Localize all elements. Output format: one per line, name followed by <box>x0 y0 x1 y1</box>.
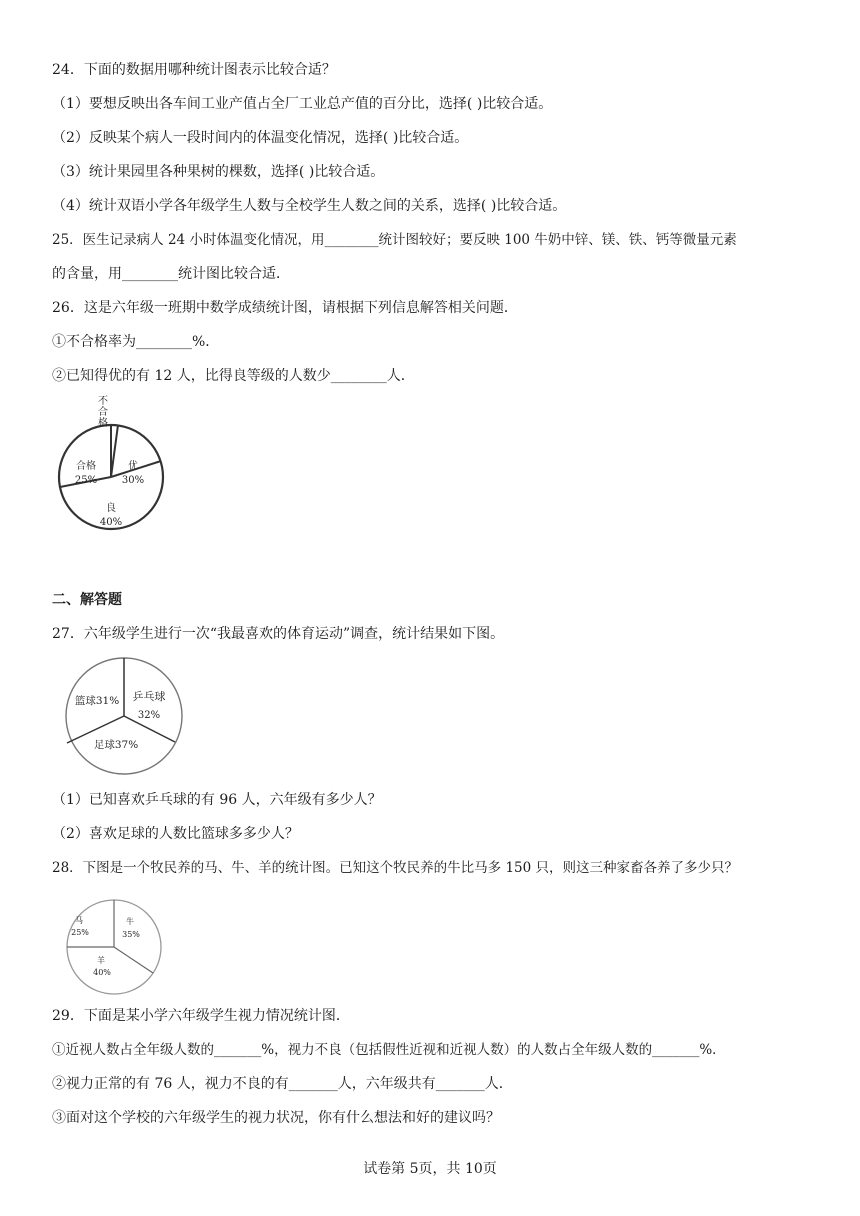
q25-line-1: 25．医生记录病人 24 小时体温变化情况，用________统计图较好；要反映 100 牛奶中锌、镁、铁、钙等微量元素 <box>52 232 737 248</box>
q27-item-2: （2）喜欢足球的人数比篮球多多少人？ <box>52 826 299 842</box>
slice-label-fair-value: 40% <box>99 517 123 528</box>
slice-label-good-value: 30% <box>121 475 145 486</box>
q29-title: 29．下面是某小学六年级学生视力情况统计图． <box>52 1008 350 1024</box>
slice-label-cattle-value: 35% <box>122 930 140 939</box>
livestock-pie-chart <box>58 898 170 998</box>
section-heading: 二、解答题 <box>52 592 122 608</box>
slice-label-pingpong-name: 乒乓球 <box>132 690 166 703</box>
q26-item-2: ②已知得优的有 12 人，比得良等级的人数少________人． <box>52 368 415 384</box>
slice-label-sheep-name: 羊 <box>97 956 105 965</box>
q24-item-1: （1）要想反映出各车间工业产值占全厂工业总产值的百分比，选择( )比较合适。 <box>52 96 553 112</box>
slice-label-horse-value: 25% <box>71 928 89 937</box>
slice-label-fail-2: 合 <box>98 407 108 418</box>
slice-divider-fail <box>111 425 118 477</box>
q24-item-2: （2）反映某个病人一段时间内的体温变化情况，选择( )比较合适。 <box>52 130 469 146</box>
slice-label-pass-value: 25% <box>74 475 98 486</box>
q27-item-1: （1）已知喜欢乒乓球的有 96 人，六年级有多少人？ <box>52 792 382 808</box>
slice-label-cattle-name: 牛 <box>126 917 134 926</box>
q29-item-1: ①近视人数占全年级人数的_______%，视力不良（包括假性近视和近视人数）的人数占全年级人数的_______%． <box>52 1042 726 1058</box>
slice-label-horse-name: 马 <box>75 916 83 925</box>
q29-item-2: ②视力正常的有 76 人，视力不良的有_______人，六年级共有_______人． <box>52 1076 513 1092</box>
sports-pie-chart <box>58 654 190 780</box>
q24-title: 24．下面的数据用哪种统计图表示比较合适？ <box>52 62 336 78</box>
q28-title: 28．下图是一个牧民养的马、牛、羊的统计图。已知这个牧民养的牛比马多 150 只，则这三种家畜各养了多少只？ <box>52 860 739 876</box>
slice-label-pass-name: 合格 <box>76 461 96 472</box>
slice-label-basketball: 篮球31% <box>74 695 120 707</box>
slice-label-fair-name: 良 <box>106 503 116 514</box>
q26-item-1: ①不合格率为________%． <box>52 334 220 350</box>
slice-label-good-name: 优 <box>128 461 138 472</box>
q26-title: 26．这是六年级一班期中数学成绩统计图，请根据下列信息解答相关问题． <box>52 300 518 316</box>
q24-item-3: （3）统计果园里各种果树的棵数，选择( )比较合适。 <box>52 164 385 180</box>
slice-label-fail-1: 不 <box>98 396 108 407</box>
slice-divider-right <box>114 947 153 973</box>
slice-label-fail-3: 格 <box>98 418 108 429</box>
q27-title: 27．六年级学生进行一次“我最喜欢的体育运动”调查，统计结果如下图。 <box>52 626 505 642</box>
slice-label-football: 足球37% <box>93 739 139 751</box>
q24-item-4: （4）统计双语小学各年级学生人数与全校学生人数之间的关系，选择( )比较合适。 <box>52 198 567 214</box>
q29-item-3: ③面对这个学校的六年级学生的视力状况，你有什么想法和好的建议吗？ <box>52 1110 500 1126</box>
page-footer: 试卷第 5页，共 10页 <box>363 1161 497 1177</box>
slice-label-sheep-value: 40% <box>93 968 111 977</box>
grade-pie-chart <box>50 390 174 550</box>
slice-label-pingpong-value: 32% <box>137 710 161 721</box>
q25-line-2: 的含量，用________统计图比较合适． <box>52 266 290 282</box>
